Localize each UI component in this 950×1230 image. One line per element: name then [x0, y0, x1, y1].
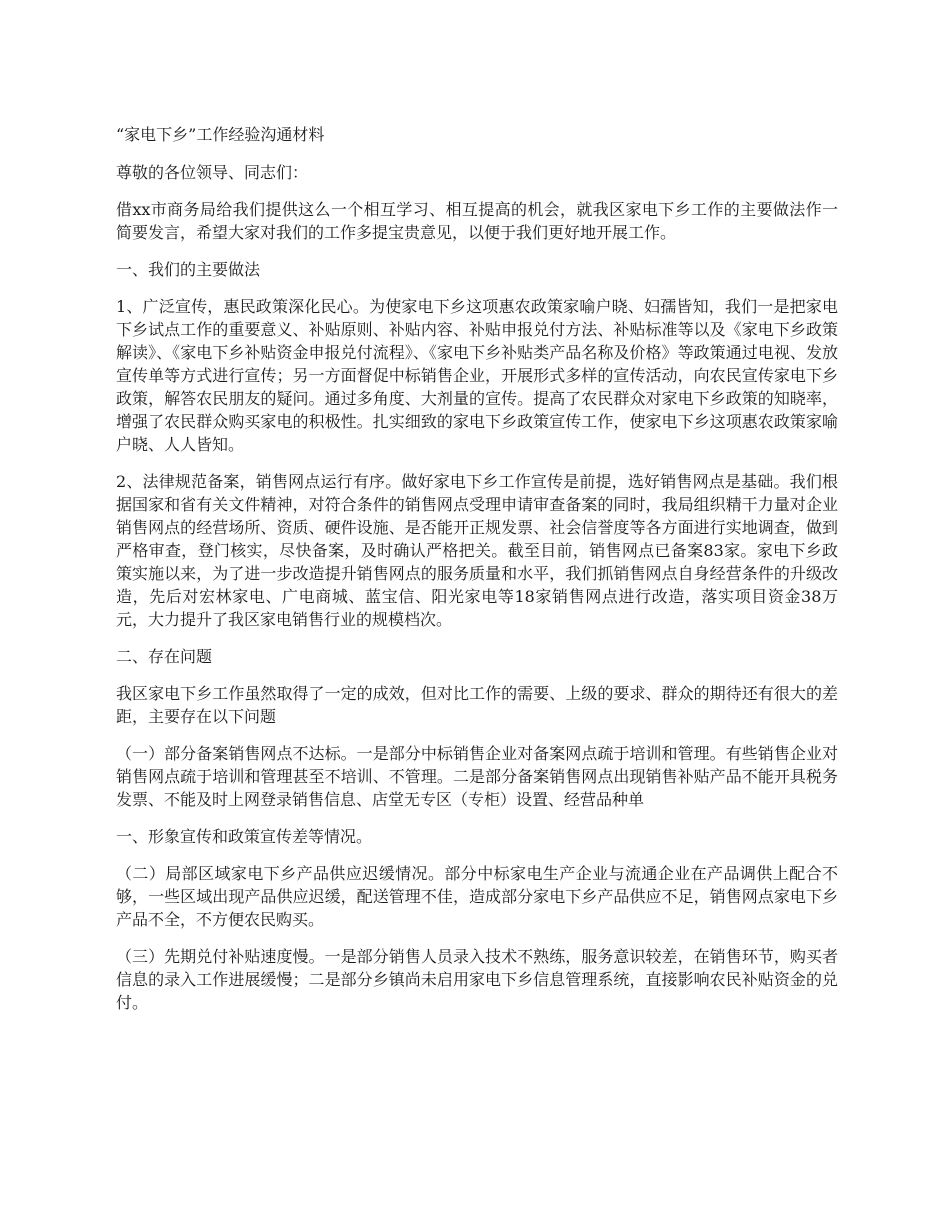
intro-paragraph: 借xx市商务局给我们提供这么一个相互学习、相互提高的机会，就我区家电下乡工作的主要做法作一简要发言，希望大家对我们的工作多提宝贵意见，以便于我们更好地开展工作。 [116, 200, 838, 242]
document-title: “家电下乡”工作经验沟通材料 [116, 125, 325, 144]
section-heading-practices: 一、我们的主要做法 [116, 260, 261, 279]
paragraph-outlet-filing: 2、法律规范备案，销售网点运行有序。做好家电下乡工作宣传是前提，选好销售网点是基础。我们根据国家和省有关文件精神，对符合条件的销售网点受理申请审查备案的同时，我局组织精干力量对企业销售网点的经营场所、资质、硬件设施、是否能开正规发票、社会信誉度等各方面进行实地调查，做到严格审查，登门核实，尽快备案，及时确认严格把关。截至目前，销售网点已备案83家。家电下乡政策实施以来，为了进一步改造提升销售网点的服务质量和水平，我们抓销售网点自身经营条件的升级改造，先后对宏林家电、广电商城、蓝宝信、阳光家电等18家销售网点进行改造，落实项目资金38万元，大力提升了我区家电销售行业的规模档次。 [116, 472, 838, 629]
document-page [116, 123, 838, 1028]
problem-2-paragraph: （二）局部区域家电下乡产品供应迟缓情况。部分中标家电生产企业与流通企业在产品调供上配合不够，一些区域出现产品供应迟缓，配送管理不佳，造成部分家电下乡产品供应不足，销售网点家电下乡产品不全，不方便农民购买。 [116, 864, 838, 929]
problem-1-continuation: 一、形象宣传和政策宣传差等情况。 [116, 827, 373, 846]
problems-intro-paragraph: 我区家电下乡工作虽然取得了一定的成效，但对比工作的需要、上级的要求、群众的期待还有很大的差距，主要存在以下问题 [116, 684, 838, 726]
section-heading-problems: 二、存在问题 [116, 647, 213, 666]
problem-3-paragraph: （三）先期兑付补贴速度慢。一是部分销售人员录入技术不熟练，服务意识较差，在销售环节，购买者信息的录入工作进展缓慢；二是部分乡镇尚未启用家电下乡信息管理系统，直接影响农民补贴资金的兑付。 [116, 947, 838, 1012]
salutation: 尊敬的各位领导、同志们： [116, 163, 309, 182]
problem-1-paragraph: （一）部分备案销售网点不达标。一是部分中标销售企业对备案网点疏于培训和管理。有些销售企业对销售网点疏于培训和管理甚至不培训、不管理。二是部分备案销售网点出现销售补贴产品不能开具税务发票、不能及时上网登录销售信息、店堂无专区（专柜）设置、经营品种单 [116, 744, 838, 809]
paragraph-publicity: 1、广泛宣传，惠民政策深化民心。为使家电下乡这项惠农政策家喻户晓、妇孺皆知，我们一是把家电下乡试点工作的重要意义、补贴原则、补贴内容、补贴申报兑付方法、补贴标准等以及《家电下乡政策解读》、《家电下乡补贴资金申报兑付流程》、《家电下乡补贴类产品名称及价格》等政策通过电视、发放宣传单等方式进行宣传；另一方面督促中标销售企业，开展形式多样的宣传活动，向农民宣传家电下乡政策，解答农民朋友的疑问。通过多角度、大剂量的宣传。提高了农民群众对家电下乡政策的知晓率，增强了农民群众购买家电的积极性。扎实细致的家电下乡政策宣传工作，使家电下乡这项惠农政策家喻户晓、人人皆知。 [116, 297, 838, 454]
